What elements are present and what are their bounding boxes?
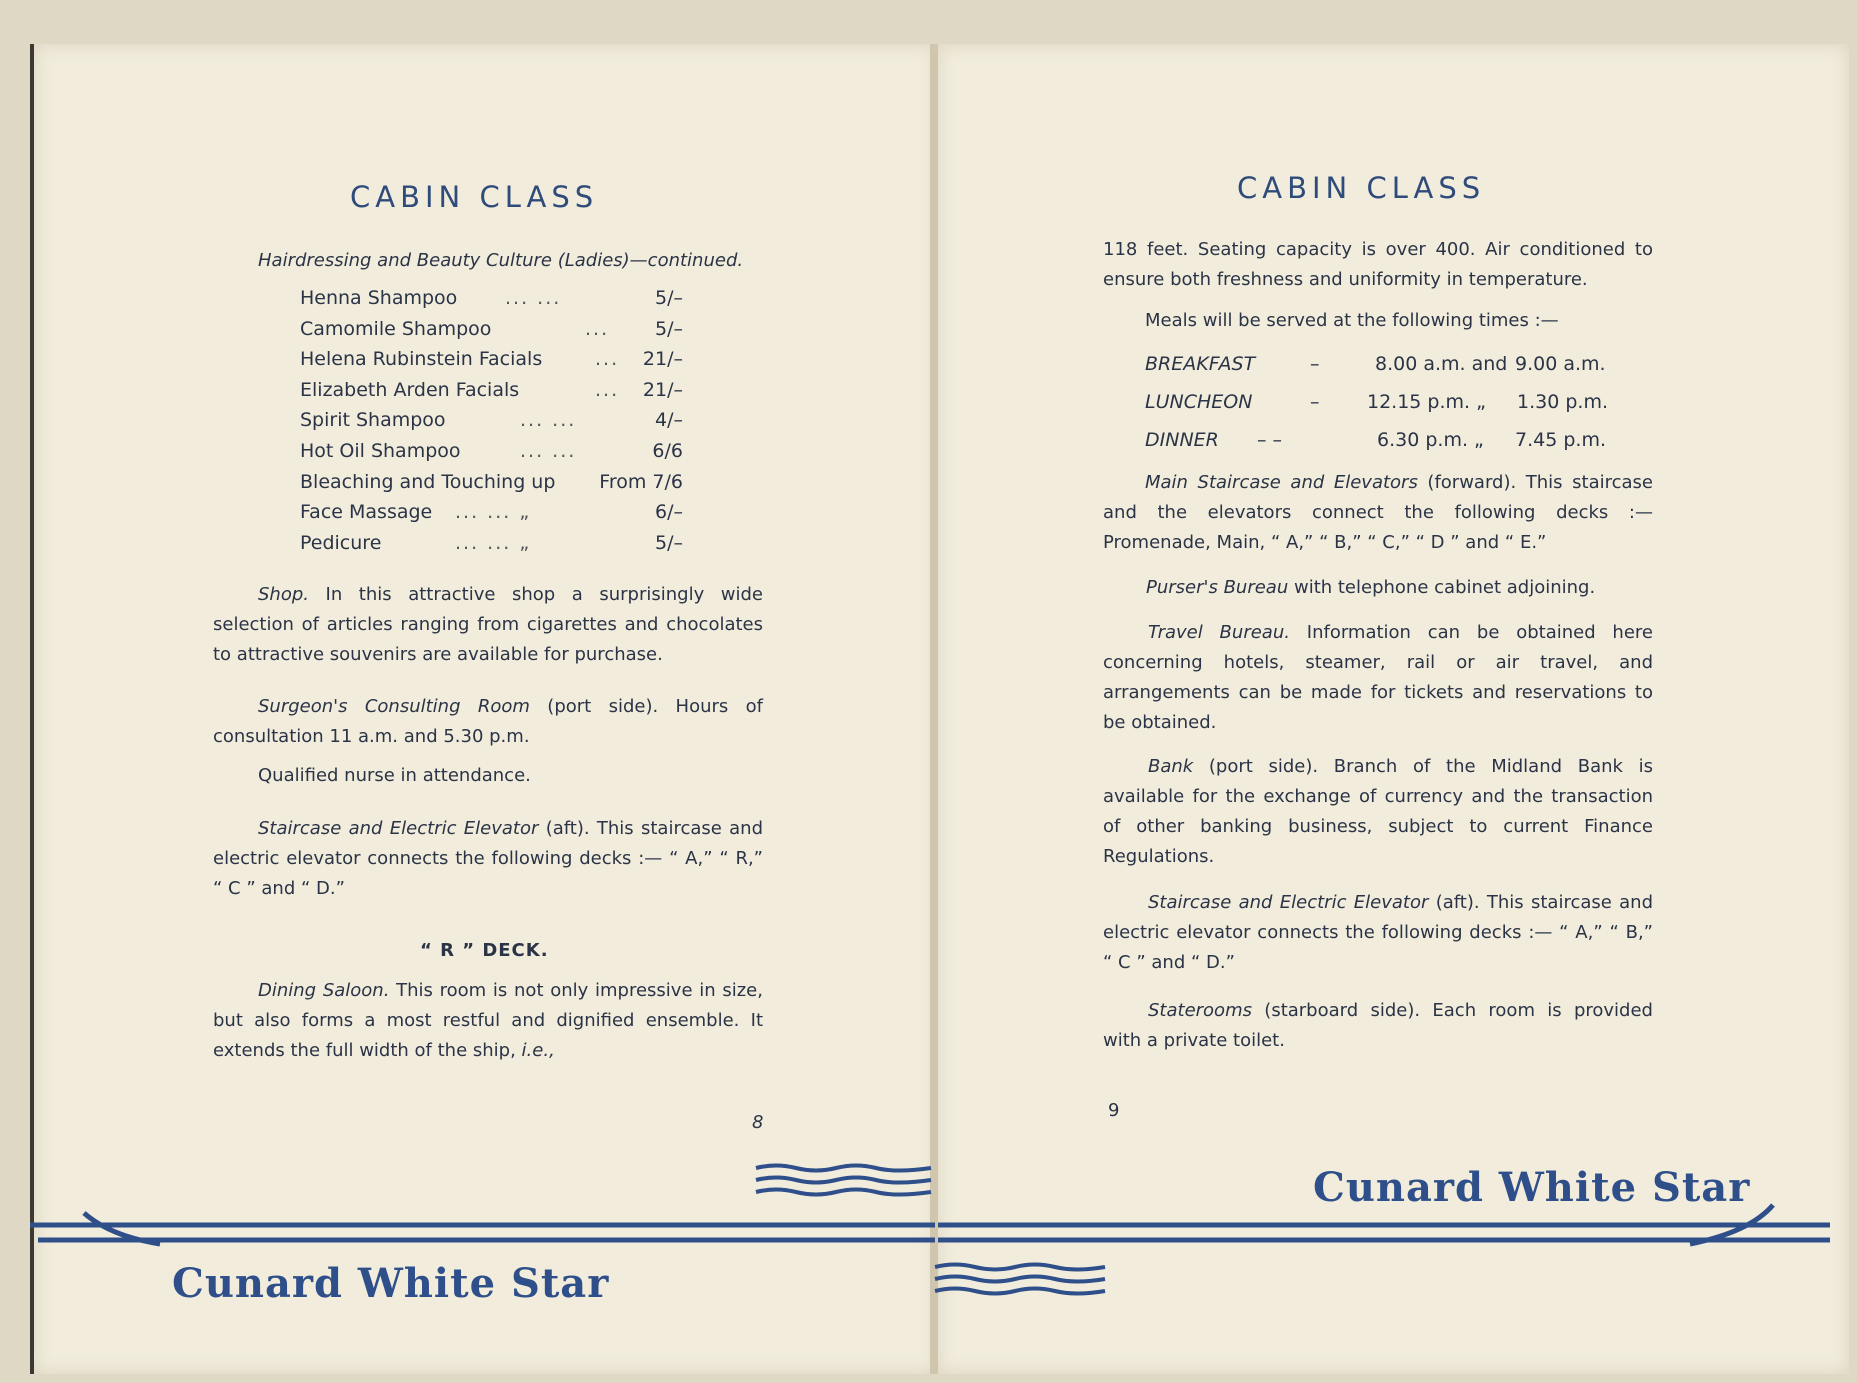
- nurse-line: Qualified nurse in attendance.: [258, 765, 531, 786]
- price-row: Helena Rubinstein Facials ... 21/–: [300, 348, 683, 371]
- hairdressing-heading: Hairdressing and Beauty Culture (Ladies)—continued.: [258, 250, 744, 271]
- price-row: Henna Shampoo ... ... 5/–: [300, 287, 683, 309]
- price-row: Spirit Shampoo ... ... 4/–: [300, 409, 683, 432]
- left-page-title: CABIN CLASS: [350, 180, 599, 214]
- intro-paragraph: 118 feet. Seating capacity is over 400. Air conditioned to ensure both freshness and uniformity in temperature.: [1103, 239, 1653, 290]
- price-row: Elizabeth Arden Facials ... 21/–: [300, 378, 683, 401]
- right-page-title: CABIN CLASS: [1237, 171, 1486, 205]
- price-row: Pedicure ... ... „ 5/–: [300, 531, 683, 554]
- page-number-left: 8: [752, 1112, 764, 1133]
- price-row: Face Massage ... ... „ 6/–: [300, 501, 683, 524]
- staterooms-paragraph: Staterooms (starboard side). Each room is provided with a private toilet.: [1103, 1000, 1653, 1051]
- cunard-white-star-logo-right: Cunard White Star: [1313, 1164, 1751, 1211]
- price-row: Bleaching and Touching up From 7/6: [300, 470, 683, 493]
- meal-row: DINNER – – 6.30 p.m. „ 7.45 p.m.: [1145, 429, 1606, 451]
- meals-intro: Meals will be served at the following times :—: [1145, 310, 1559, 331]
- purser-line: Purser's Bureau with telephone cabinet adjoining.: [1146, 577, 1596, 598]
- wave-lines-icon-left: [756, 1163, 926, 1213]
- shop-paragraph: Shop. In this attractive shop a surprisingly wide selection of articles ranging from cigarettes and chocolates to attractive souvenirs are available for purchase.: [213, 584, 763, 665]
- wave-lines-icon-right: [935, 1262, 1105, 1312]
- staircase-paragraph-right: Staircase and Electric Elevator (aft). This staircase and electric elevator connects the following decks :— “ A,” “ B,” “ C ” and “ D.”: [1103, 892, 1653, 973]
- deck-heading: “ R ” DECK.: [420, 940, 549, 961]
- dining-paragraph: Dining Saloon. This room is not only impressive in size, but also forms a most restful and dignified ensemble. It extends the full width of the ship, i.e.,: [213, 980, 763, 1061]
- price-row: Hot Oil Shampoo ... ... 6/6: [300, 439, 683, 462]
- cunard-white-star-logo-left: Cunard White Star: [172, 1260, 610, 1307]
- staircase-paragraph-left: Staircase and Electric Elevator (aft). This staircase and electric elevator connects the following decks :— “ A,” “ R,” “ C ” and “ D.”: [213, 818, 763, 899]
- surgeon-paragraph: Surgeon's Consulting Room (port side). Hours of consultation 11 a.m. and 5.30 p.m.: [213, 696, 763, 747]
- price-row: Camomile Shampoo ... 5/–: [300, 317, 683, 340]
- meal-row: BREAKFAST – 8.00 a.m. and 9.00 a.m.: [1145, 353, 1606, 375]
- travel-paragraph: Travel Bureau. Information can be obtained here concerning hotels, steamer, rail or air travel, and arrangements can be made for tickets and reservations to be obtained.: [1103, 622, 1653, 733]
- bank-paragraph: Bank (port side). Branch of the Midland Bank is available for the exchange of currency and the transaction of other banking business, subject to current Finance Regulations.: [1103, 756, 1653, 867]
- meal-row: LUNCHEON – 12.15 p.m. „ 1.30 p.m.: [1145, 391, 1608, 413]
- page-number-right: 9: [1108, 1100, 1120, 1121]
- main-staircase-paragraph: Main Staircase and Elevators (forward). This staircase and the elevators connect the following decks :—Promenade, Main, “ A,” “ B,” “ C,” “ D ” and “ E.”: [1103, 472, 1653, 553]
